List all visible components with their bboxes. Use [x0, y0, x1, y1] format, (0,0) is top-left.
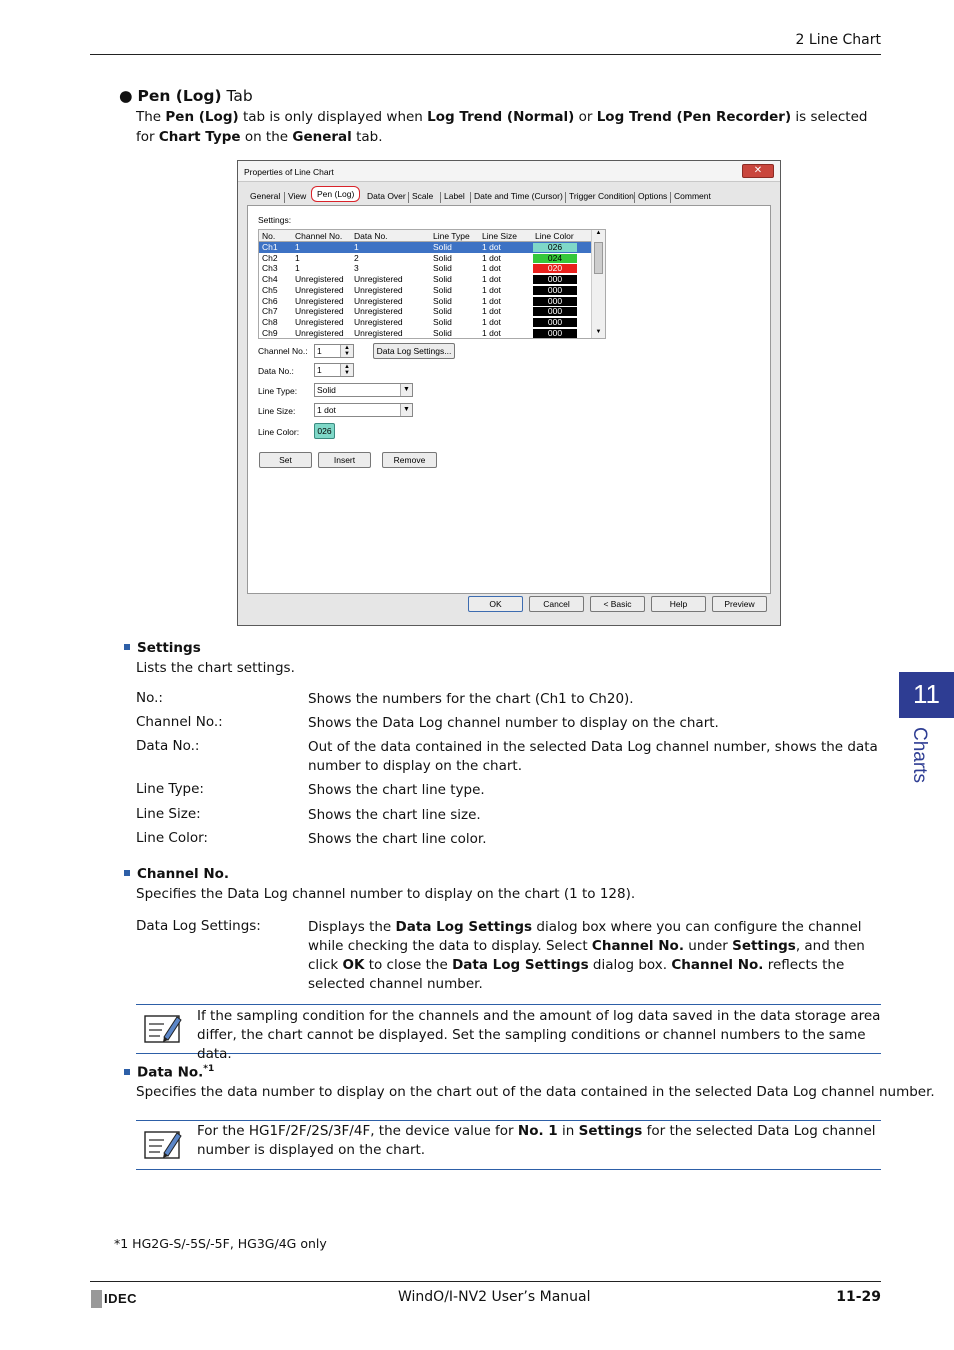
grid-cell: Ch1	[262, 242, 278, 252]
footnote: *1 HG2G-S/-5S/-5F, HG3G/4G only	[114, 1236, 327, 1251]
def-desc: Shows the chart line size.	[308, 807, 481, 823]
grid-cell: 1 dot	[482, 274, 501, 285]
grid-cell: Unregistered	[354, 306, 403, 317]
grid-row[interactable]	[259, 317, 591, 328]
rich-text-run: in	[557, 1123, 579, 1139]
rich-text-run: on the	[240, 128, 293, 145]
def-term: Line Type:	[136, 781, 204, 797]
data-no-label: Data No.:	[258, 366, 294, 376]
def-term: No.:	[136, 690, 163, 706]
tab-view[interactable]: View	[288, 191, 307, 201]
grid-cell: Ch2	[262, 252, 278, 263]
line-color-swatch: 000	[533, 297, 577, 306]
line-color-swatch: 026	[533, 243, 577, 252]
line-color-label: Line Color:	[258, 427, 300, 437]
grid-cell: Ch9	[262, 327, 278, 338]
grid-row[interactable]	[259, 242, 591, 253]
settings-desc: Lists the chart settings.	[136, 660, 295, 676]
line-type-label: Line Type:	[258, 386, 298, 396]
rich-text-run: Channel No.	[591, 938, 684, 954]
chevron-down-icon[interactable]: ▼	[400, 384, 412, 396]
line-color-swatch: 000	[533, 275, 577, 284]
grid-cell: Solid	[433, 316, 452, 327]
grid-cell: Solid	[433, 252, 452, 263]
grid-cell: 1	[295, 242, 300, 252]
rich-text-run: For the HG1F/2F/2S/3F/4F, the device value for	[197, 1123, 518, 1139]
rich-text-run: is selected for	[136, 109, 868, 145]
line-type-select[interactable]	[314, 383, 413, 397]
def-desc: Shows the chart line color.	[308, 831, 487, 847]
help-button[interactable]: Help	[651, 596, 706, 612]
data-no-value: 1	[317, 365, 322, 375]
tab-separator	[565, 192, 566, 203]
tab-label[interactable]: Label	[444, 191, 465, 201]
grid-cell: Unregistered	[354, 316, 403, 327]
scroll-thumb[interactable]	[594, 242, 603, 274]
def-desc: Out of the data contained in the selected Data Log channel number, shows the data number to display on the chart.	[308, 739, 878, 774]
line-size-value: 1 dot	[317, 405, 336, 415]
tab-separator	[470, 192, 471, 203]
rich-text-run: dialog box.	[588, 957, 672, 973]
tab-trigger-condition[interactable]: Trigger Condition	[569, 191, 634, 201]
line-color-swatch: 000	[533, 329, 577, 338]
note-text	[197, 1122, 881, 1160]
tab-data-over[interactable]: Data Over	[367, 191, 406, 201]
tab-date-and-time-cursor[interactable]: Date and Time (Cursor)	[474, 191, 563, 201]
tab-separator	[440, 192, 441, 203]
rich-text-run: tab.	[351, 128, 383, 145]
idec-logo: IDEC	[91, 1290, 137, 1308]
grid-cell: 1 dot	[482, 252, 501, 263]
def-desc: Shows the chart line type.	[308, 782, 485, 798]
def-term: Data Log Settings:	[136, 918, 261, 934]
grid-cell: Ch6	[262, 295, 278, 306]
grid-cell: 3	[354, 263, 359, 274]
channel-no-value: 1	[317, 346, 322, 356]
rich-text-run: Pen (Log)	[165, 109, 239, 125]
line-color-button[interactable]: 026	[314, 423, 335, 439]
rich-text-run: The	[136, 109, 166, 125]
grid-cell: Unregistered	[295, 274, 344, 285]
data-log-settings-button[interactable]: Data Log Settings...	[373, 343, 455, 359]
header-rule	[90, 54, 881, 55]
grid-cell: 1	[295, 263, 300, 274]
line-size-select[interactable]	[314, 403, 413, 417]
spin-arrows-icon[interactable]: ▲ ▼	[340, 345, 353, 357]
note-pencil-icon	[144, 1013, 182, 1045]
grid-cell: 1 dot	[482, 284, 501, 295]
heading-bold: Pen (Log)	[137, 87, 222, 105]
grid-cell: 1 dot	[482, 242, 501, 252]
def-desc: Shows the Data Log channel number to display on the chart.	[308, 715, 719, 731]
grid-cell: Solid	[433, 284, 452, 295]
data-no-stepper[interactable]	[314, 363, 354, 377]
grid-cell: Ch7	[262, 306, 278, 317]
line-color-swatch: 000	[533, 286, 577, 295]
basic-button[interactable]: < Basic	[590, 596, 645, 612]
rich-text-run: reflects the selected channel number.	[308, 957, 845, 992]
note-box	[136, 1120, 881, 1170]
grid-cell: Ch4	[262, 274, 278, 285]
grid-cell: Unregistered	[295, 295, 344, 306]
grid-cell: 1 dot	[482, 316, 501, 327]
grid-row[interactable]	[259, 296, 591, 307]
rich-text-run: Settings	[578, 1123, 643, 1139]
line-color-swatch: 000	[533, 318, 577, 327]
preview-button[interactable]: Preview	[712, 596, 767, 612]
footer-rule	[90, 1281, 881, 1282]
logo-mark-icon	[91, 1290, 102, 1308]
grid-cell: 1 dot	[482, 295, 501, 306]
manual-title: WindO/I-NV2 User’s Manual	[398, 1289, 591, 1305]
rich-text-run: or	[574, 109, 597, 125]
grid-cell: Unregistered	[354, 284, 403, 295]
bullet-circle-icon: ●	[119, 87, 133, 105]
properties-dialog	[237, 160, 781, 626]
rich-text-run: Data Log Settings	[395, 919, 533, 935]
note-box	[136, 1004, 881, 1062]
def-term: Channel No.:	[136, 714, 223, 730]
grid-column-header[interactable]: Channel No.	[295, 231, 343, 241]
running-header: 2 Line Chart	[795, 32, 881, 48]
tab-comment[interactable]: Comment	[674, 191, 711, 201]
heading-rest: Tab	[221, 87, 253, 105]
rich-text-run: Log Trend (Normal)	[427, 109, 575, 125]
tab-separator	[670, 192, 671, 203]
dialog-title: Properties of Line Chart	[244, 167, 334, 177]
rich-text-run: under	[683, 938, 733, 954]
ok-button[interactable]: OK	[468, 596, 523, 612]
chevron-down-icon[interactable]: ▼	[400, 404, 412, 416]
grid-cell: Unregistered	[354, 295, 403, 306]
line-color-swatch: 020	[533, 264, 577, 273]
rich-text-run: dialog box where you can configure the channel while checking the data to display. Select	[308, 919, 862, 954]
rich-text-run: for the selected Data Log channel number is displayed on the chart.	[197, 1123, 876, 1158]
grid-cell: Unregistered	[295, 284, 344, 295]
def-desc: Shows the numbers for the chart (Ch1 to Ch20).	[308, 691, 634, 707]
grid-row[interactable]	[259, 306, 591, 317]
grid-column-header[interactable]: Line Size	[482, 231, 517, 241]
grid-scrollbar[interactable]	[591, 230, 605, 338]
grid-column-header[interactable]: Line Type	[433, 231, 470, 241]
def-desc	[308, 918, 878, 994]
grid-row[interactable]	[259, 274, 591, 285]
line-color-swatch: 024	[533, 254, 577, 263]
rich-text-run: General	[292, 128, 352, 145]
def-term: Data No.:	[136, 738, 200, 754]
grid-row[interactable]	[259, 253, 591, 264]
square-bullet-icon	[124, 1069, 130, 1075]
channel-no-desc: Specifies the Data Log channel number to display on the chart (1 to 128).	[136, 886, 636, 902]
square-bullet-icon	[124, 870, 130, 876]
def-term: Line Size:	[136, 806, 201, 822]
tab-separator	[408, 192, 409, 203]
close-icon[interactable]: ✕	[742, 164, 774, 178]
chapter-number: 11	[913, 679, 940, 709]
grid-cell: 1 dot	[482, 327, 501, 338]
scroll-down-icon[interactable]: ▼	[595, 329, 602, 335]
rich-text-run: Chart Type	[158, 128, 241, 145]
grid-column-header[interactable]: Line Color	[535, 231, 574, 241]
insert-button[interactable]: Insert	[318, 452, 371, 468]
grid-header	[259, 230, 591, 242]
grid-cell: Ch8	[262, 316, 278, 327]
rich-text-run: OK	[342, 957, 365, 973]
line-color-swatch: 000	[533, 307, 577, 316]
grid-cell: 1	[295, 252, 300, 263]
spin-arrows-icon[interactable]: ▲ ▼	[340, 364, 353, 376]
grid-row[interactable]	[259, 328, 591, 339]
grid-cell: Solid	[433, 306, 452, 317]
line-type-value: Solid	[317, 385, 336, 395]
grid-cell: Solid	[433, 327, 452, 338]
channel-no-heading: Channel No.	[124, 866, 229, 882]
grid-cell: Solid	[433, 263, 452, 274]
settings-label: Settings:	[258, 215, 292, 225]
rich-text-run: Log Trend (Pen Recorder)	[596, 109, 792, 125]
grid-column-header[interactable]: Data No.	[354, 231, 388, 241]
tab-general[interactable]: General	[250, 191, 281, 201]
grid-cell: 1 dot	[482, 306, 501, 317]
grid-cell: 1 dot	[482, 263, 501, 274]
grid-cell: Solid	[433, 295, 452, 306]
set-button[interactable]: Set	[259, 452, 312, 468]
grid-cell: Unregistered	[354, 327, 403, 338]
grid-cell: Ch5	[262, 284, 278, 295]
channel-no-label: Channel No.:	[258, 346, 308, 356]
rich-text-run: No. 1	[517, 1123, 558, 1139]
pen-log-intro	[136, 108, 881, 147]
rich-text-run: Settings	[732, 938, 796, 954]
tab-separator	[284, 192, 285, 203]
scroll-up-icon[interactable]: ▲	[595, 230, 602, 236]
note-pencil-icon	[144, 1129, 182, 1161]
remove-button[interactable]: Remove	[382, 452, 437, 468]
grid-cell: 2	[354, 252, 359, 263]
grid-cell: Unregistered	[295, 316, 344, 327]
page-number: 11-29	[836, 1289, 881, 1305]
cancel-button[interactable]: Cancel	[529, 596, 584, 612]
grid-row[interactable]	[259, 263, 591, 274]
chapter-tab	[899, 672, 954, 718]
tab-options[interactable]: Options	[638, 191, 668, 201]
data-no-heading: Data No.$^{*1}$	[124, 1064, 214, 1081]
grid-cell: Unregistered	[354, 274, 403, 285]
grid-cell: Unregistered	[295, 306, 344, 317]
grid-cell: Ch3	[262, 263, 278, 274]
rich-text-run: Displays the	[308, 919, 396, 935]
rich-text-run: Channel No.	[671, 957, 764, 973]
channel-no-stepper[interactable]	[314, 344, 354, 358]
grid-row[interactable]	[259, 285, 591, 296]
grid-cell: Solid	[433, 274, 452, 285]
line-size-label: Line Size:	[258, 406, 296, 416]
grid-cell: 1	[354, 242, 359, 252]
rich-text-run: , and then click	[308, 938, 865, 973]
grid-cell: Unregistered	[295, 327, 344, 338]
rich-text-run: to close the	[364, 957, 453, 973]
data-no-desc: Specifies the data number to display on the chart out of the data contained in the selected Data Log channel number.	[136, 1084, 935, 1100]
tab-pen-log[interactable]: Pen (Log)	[311, 186, 360, 202]
dialog-titlebar	[238, 161, 780, 182]
section-heading-pen-log	[119, 87, 253, 105]
rich-text-run: Data Log Settings	[452, 957, 589, 973]
grid-cell: Solid	[433, 242, 452, 252]
square-bullet-icon	[124, 644, 130, 650]
def-term: Line Color:	[136, 830, 208, 846]
tab-scale[interactable]: Scale	[412, 191, 434, 201]
note-text: If the sampling condition for the channels and the amount of log data saved in the data storage area differ, the chart cannot be displayed. Set the sampling conditions or channel numbers to the same data.	[197, 1008, 881, 1062]
settings-heading: Settings	[124, 640, 201, 656]
grid-column-header[interactable]: No.	[262, 231, 276, 241]
settings-grid[interactable]	[258, 229, 606, 339]
tab-separator	[634, 192, 635, 203]
footnote-ref: *1	[203, 1064, 215, 1074]
chapter-label: Charts	[909, 727, 930, 783]
rich-text-run: tab is only displayed when	[238, 109, 428, 125]
